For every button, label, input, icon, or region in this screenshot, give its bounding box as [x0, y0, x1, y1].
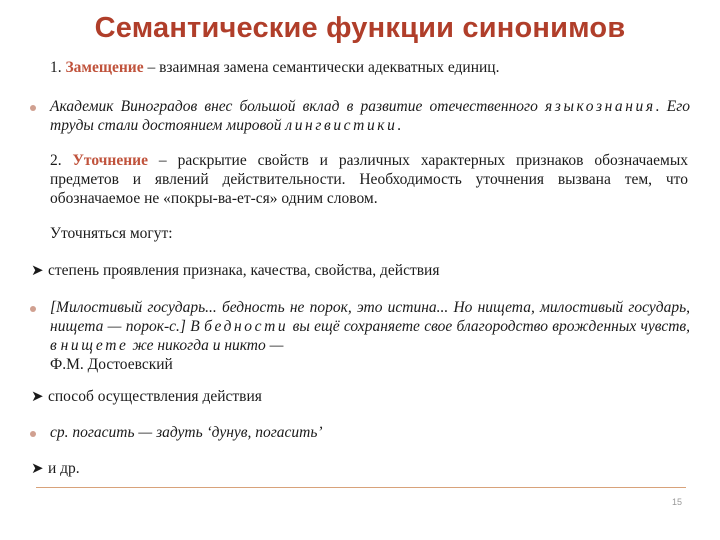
page-number: 15	[671, 497, 682, 507]
spaced-word: бедности	[204, 318, 289, 335]
item-number: 1.	[50, 59, 66, 76]
spaced-word: языкознания	[545, 98, 656, 115]
example-text: . Его труды стали достоянием мировой	[50, 98, 690, 134]
term-refinement: Уточнение	[72, 152, 148, 169]
author-name: Ф.М. Достоевский	[50, 356, 173, 373]
example-dostoevsky	[50, 298, 690, 355]
item-number: 2.	[50, 152, 73, 169]
arrowhead-bullet-icon: ➤	[31, 459, 44, 477]
refine-heading: Уточняться могут:	[50, 225, 173, 242]
definition-refinement: – раскрытие свойств и различных характерных признаков обозначаемых предметов и явлений действительности. Необходимость уточнения вызвана тем, что обозначаемое не «покры-ва-ет-ся» одним словом.	[50, 152, 688, 207]
spaced-word: нищете	[60, 337, 129, 354]
point-degree: степень проявления признака, качества, свойства, действия	[48, 262, 440, 279]
arrowhead-bullet-icon: ➤	[31, 261, 44, 279]
point-manner: способ осуществления действия	[48, 388, 262, 405]
round-dot-bullet-icon	[30, 431, 36, 437]
item-refinement	[50, 151, 688, 208]
example-text: Академик Виноградов внес большой вклад в развитие отечественного	[50, 98, 545, 115]
spaced-word: лингвистики	[285, 117, 398, 134]
example-text: же никогда и никто —	[128, 337, 284, 354]
example-text: [Милостивый государь... бедность не порок, это истина... Но нищета, милостивый государь, нищета — порок-с.] В	[50, 299, 690, 335]
example-pogasit: ср. погасить — задуть ‘дунув, погасить’	[50, 424, 323, 441]
round-dot-bullet-icon	[30, 306, 36, 312]
round-dot-bullet-icon	[30, 105, 36, 111]
example-text: вы ещё сохраняете свое благородство врожденных чувств, в	[50, 318, 690, 354]
arrowhead-bullet-icon: ➤	[31, 387, 44, 405]
item-replacement	[50, 58, 690, 77]
point-etc: и др.	[48, 460, 80, 477]
footer-divider	[36, 487, 686, 488]
term-replacement: Замещение	[65, 59, 144, 76]
slide-title: Семантические функции синонимов	[94, 12, 626, 44]
definition-replacement: – взаимная замена семантически адекватных единиц.	[143, 59, 500, 76]
example-vinogradov	[50, 97, 690, 135]
example-text: .	[397, 117, 402, 134]
